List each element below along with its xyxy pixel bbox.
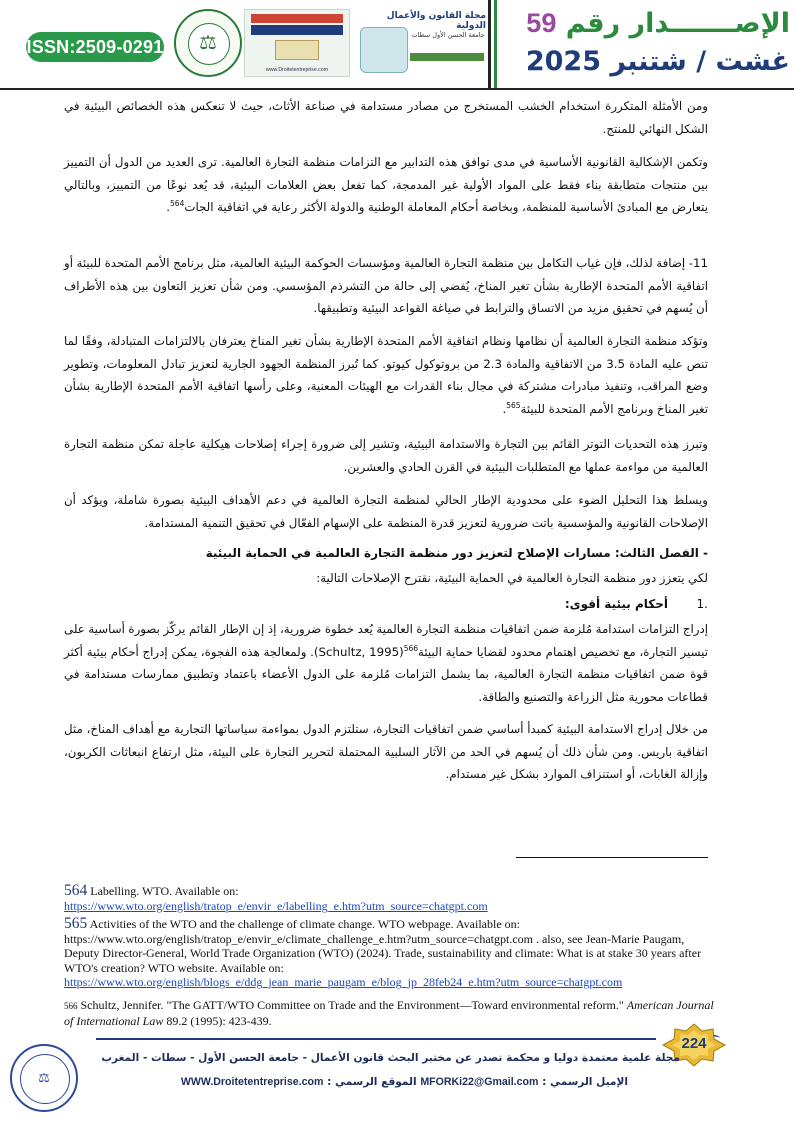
list-item-1-number: 1. xyxy=(696,597,708,611)
issue-date: غشت / شتنبر 2025 xyxy=(525,46,790,77)
footnote-ref-566[interactable]: 566 xyxy=(403,643,419,653)
citation: (Schultz, 1995) xyxy=(313,644,404,659)
footnote-ref-565[interactable]: 565 xyxy=(506,400,521,410)
footnote-565-number: 565 xyxy=(64,915,88,932)
footnote-ref-564[interactable]: 564 xyxy=(170,199,185,209)
paragraph-1: ومن الأمثلة المتكررة استخدام الخشب المستخرج من مصادر مستدامة في صناعة الأثاث، حيث لا تنعكس هذه الخصائص البيئية في الشكل النهائي للمنتج. xyxy=(64,99,708,136)
section-heading: - الفصل الثالث: مسارات الإصلاح لتعزيز دور منظمة التجارة العالمية في الحماية البيئية xyxy=(205,546,708,560)
journal-banner xyxy=(244,9,350,77)
list-item-1 xyxy=(64,593,708,615)
footnote-565-link-2[interactable]: https://www.wto.org/english/blogs_e/ddg_jean_marie_paugam_e/blog_jp_28feb24_e.htm?utm_source=chatgpt.com xyxy=(64,975,623,989)
footer-website[interactable]: WWW.Droitetentreprise.com xyxy=(180,1076,324,1088)
issue-label xyxy=(508,2,790,44)
journal-title: مجلة القانون والأعمال الدولية xyxy=(386,11,486,31)
scales-icon: ⚖ xyxy=(38,1071,50,1086)
footnote-564-number: 564 xyxy=(64,882,88,899)
header-divider xyxy=(488,0,491,88)
paragraph-8: إدراج التزامات استدامة مُلزمة ضمن اتفاقيات منظمة التجارة العالمية يُعد خطوة ضرورية، إذ إن الإطار القائم يركّز بصورة أساسية على تيسير التجارة، مع تخصيص اهتمام محدود لقضايا حماية البيئة$^{566}$(Schultz, 1995). ولمعالجة هذه الفجوة، يمكن إدراج أحكام بيئية أكثر قوة ضمن اتفاقيات منظمة التجارة العالمية، بما يشمل التزامات مُلزمة على الدول الأعضاء باعتماد وتطبيق ممارسات مستدامة في قطاعات محورية مثل الزراعة والتصنيع والطاقة. xyxy=(64,622,708,704)
journal-logo xyxy=(174,9,242,77)
footer-journal-line: مجلة علمية معتمدة دوليا و محكمة تصدر عن مختبر البحث قانون الأعمال - جامعة الحسن الأول - سطات - المغرب xyxy=(101,1052,680,1064)
issue-number: 59 xyxy=(526,8,557,38)
footer-contact-line: الإميل الرسمي : MFORKi22@Gmail.com الموقع الرسمي : WWW.Droitetentreprise.com xyxy=(180,1076,628,1088)
footnote-564: 564 Labelling. WTO. Available on: https://www.wto.org/english/tratop_e/envir_e/labelling_e.htm?utm_source=chatgpt.com xyxy=(64,882,488,913)
paragraph-9: من خلال إدراج الاستدامة البيئية كمبدأ أساسي ضمن اتفاقيات التجارة، ستلتزم الدول بمواءمة سياساتها التجارية مع أهداف المناخ، مثل اتفاقية باريس. ومن شأن ذلك أن يُسهم في الحد من الآثار السلبية المحتملة لتحرير التجارة على البيئة، مثل ارتفاع انبعاثات الكربون، وإزالة الغابات، أو استنزاف الموارد بشكل غير مستدام. xyxy=(64,722,708,781)
footnote-565-link-1[interactable]: https://www.wto.org/english/tratop_e/envir_e/climate_challenge_e.htm?utm_source=chatgpt.com xyxy=(64,931,533,946)
journal-name: American Journal of International Law xyxy=(64,998,714,1028)
issn-badge: ISSN:2509-0291 xyxy=(26,32,164,62)
issue-word: الإصـــــــدار رقم xyxy=(565,8,790,39)
header-rule xyxy=(0,88,794,90)
paragraph-5: وتبرز هذه التحديات التوتر القائم بين التجارة والاستدامة البيئية، وتشير إلى ضرورة إجراء إصلاحات هيكلية عاجلة تمكن منظمة التجارة العالمية من مواءمة عملها مع المتطلبات البيئية في القرن الحادي والعشرين. xyxy=(64,437,708,474)
footnote-rule xyxy=(516,857,708,858)
list-item-1-title: أحكام بيئية أقوى: xyxy=(564,597,668,611)
footnote-565: 565 Activities of the WTO and the challenge of climate change. WTO webpage. Available on: https://www.wto.org/english/tratop_e/envir_e/climate_challenge_e.htm?utm_source=chatgpt.com . also, see Jean-Marie Paugam, Deputy Director-General, World Trade Organization (WTO) (2024). Trade, sustainability and climate: What is at stake 30 years after WTO's creation? WTO website. Available on: https://www.wto.org/english/blogs_e/ddg_jean_marie_paugam_e/blog_jp_28feb24_e.htm?utm_source=chatgpt.com xyxy=(64,915,702,989)
paragraph-7: لكي يتعزز دور منظمة التجارة العالمية في الحماية البيئية، نقترح الإصلاحات التالية: xyxy=(316,571,708,585)
paragraph-2: وتكمن الإشكالية القانونية الأساسية في مدى توافق هذه التدابير مع التزامات منظمة التجارة العالمية. ترى العديد من الدول أن التمييز بين منتجات متطابقة بناء فقط على المواد الأولية غير المدمجة، كما تفعل بعض العلامات البيئية، قد يُعد نوعًا من التمييز، وبالتالي يتعارض مع المبادئ الأساسية للمنظمة، وبخاصة أحكام المعاملة الوطنية والدولة الأكثر رعاية في اتفاقية الجات$^{564}$. xyxy=(64,155,708,214)
scales-icon: ⚖ xyxy=(199,30,217,54)
journal-subtitle: جامعة الحسن الأول سطات xyxy=(411,31,485,39)
footnote-566-number: 566 xyxy=(64,1001,78,1011)
journal-masthead xyxy=(354,9,486,77)
footer-rule xyxy=(96,1038,656,1040)
footer-email[interactable]: MFORKi22@Gmail.com xyxy=(420,1076,539,1088)
paragraph-6: ويسلط هذا التحليل الضوء على محدودية الإطار الحالي لمنظمة التجارة العالمية في دعم الأهداف البيئية بصورة شاملة، ويؤكد أن الإصلاحات القانونية والمؤسسية باتت ضرورية لتعزيز قدرة المنظمة على الإسهام الفعّال في تحقيق التنمية المستدامة. xyxy=(64,493,708,530)
paragraph-3: 11- إضافة لذلك، فإن غياب التكامل بين منظمة التجارة العالمية ومؤسسات الحوكمة البيئية العالمية، مثل برنامج الأمم المتحدة للبيئة أو اتفاقية الأمم المتحدة الإطارية بشأن تغير المناخ، يُفضي إلى حالة من التشرذم المؤسسي. ومن شأن تعزيز التعاون بين هذه الأطراف أن يُسهم في تحقيق مزيد من الاتساق والترابط في صياغة القواعد البيئية وتطبيقها. xyxy=(64,256,708,315)
footnote-566: 566 Schultz, Jennifer. "The GATT/WTO Committee on Trade and the Environment—Toward environmental reform." American Journal of International Law 89.2 (1995): 423-439. xyxy=(64,998,714,1028)
book-icon xyxy=(360,27,408,73)
page-number: 224 xyxy=(681,1035,707,1052)
banner-site: www.Droitetentreprise.com xyxy=(266,67,328,73)
header-divider-green xyxy=(494,0,497,88)
lab-seal xyxy=(10,1044,78,1112)
paragraph-4: وتؤكد منظمة التجارة العالمية أن نظامها ونظام اتفاقية الأمم المتحدة الإطارية بشأن تغير المناخ يعترفان بالالتزامات المتبادلة، وفقًا لما تنص عليه المادة 3.5 من الاتفاقية والمادة 2.3 من بروتوكول كيوتو. كما تُبرز المنظمة الجهود الجارية لتعزيز تبادل المعلومات، وتطوير وضع المراقب، وتنفيذ مبادرات مشتركة في مجال بناء القدرات مع الهيئات المعنية، وعلى رأسها اتفاقية الأمم المتحدة الإطارية بشأن تغير المناخ وبرنامج الأمم المتحدة للبيئة$^{565}$. xyxy=(64,334,709,416)
footnote-564-link[interactable]: https://www.wto.org/english/tratop_e/envir_e/labelling_e.htm?utm_source=chatgpt.com xyxy=(64,898,488,913)
